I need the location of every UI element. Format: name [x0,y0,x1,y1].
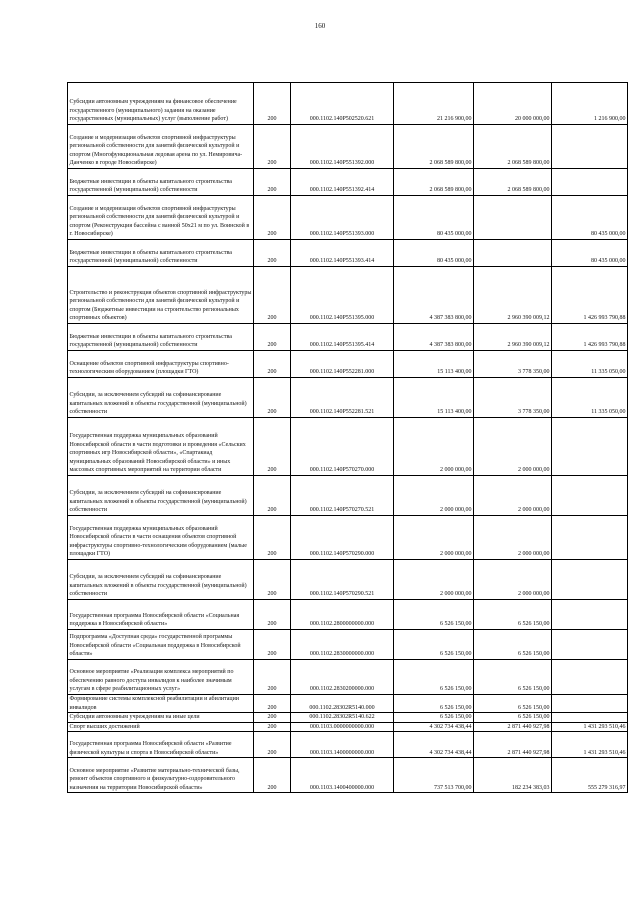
row-description: Основное мероприятие «Развитие материально-технической базы, ремонт объектов спортивного и физкультурно-оздоровительного назначения на территории Новосибирской области» [68,758,254,793]
row-classification-code: 000.1102.140P551393.414 [291,240,394,267]
row-code: 200 [254,476,291,516]
row-description: Бюджетные инвестиции в объекты капитального строительства государственной (муниципальной) собственности [68,240,254,267]
row-amount-total: 4 302 734 438,44 [394,722,474,732]
table-row [68,732,628,758]
row-amount-column-2 [552,476,628,516]
table-row [68,351,628,378]
row-description: Государственная поддержка муниципальных образований Новосибирской области в части оснащения объектов спортивной инфраструктуры спортивно-технологическим оборудованием (малые площадки ГТО) [68,516,254,560]
row-code: 200 [254,351,291,378]
table-row [68,324,628,351]
row-amount-column-1: 3 778 350,00 [474,351,552,378]
row-description: Государственная программа Новосибирской области «Развитие физической культуры и спорта в Новосибирской области» [68,732,254,758]
row-amount-column-2 [552,660,628,695]
row-code: 200 [254,196,291,240]
row-amount-column-1: 2 871 440 927,98 [474,722,552,732]
row-amount-column-1: 20 000 000,00 [474,83,552,125]
table-row [68,600,628,630]
table-row [68,630,628,660]
row-amount-column-2: 1 431 293 510,46 [552,732,628,758]
row-amount-column-1: 2 000 000,00 [474,516,552,560]
budget-table-body [68,83,628,793]
row-amount-column-1: 6 526 150,00 [474,630,552,660]
row-classification-code: 000.1102.140P570290.000 [291,516,394,560]
row-code: 200 [254,695,291,713]
row-amount-column-1: 2 960 390 009,12 [474,267,552,324]
table-row [68,83,628,125]
row-amount-column-1: 6 526 150,00 [474,600,552,630]
row-amount-column-2: 80 435 000,00 [552,196,628,240]
row-amount-column-2 [552,516,628,560]
table-row [68,378,628,418]
row-description: Субсидии, за исключением субсидий на софинансирование капитальных вложений в объекты государственной (муниципальной) собственности [68,378,254,418]
row-classification-code: 000.1102.2830200000.000 [291,660,394,695]
row-amount-column-1: 2 000 000,00 [474,560,552,600]
row-amount-total: 80 435 000,00 [394,196,474,240]
row-amount-total: 15 113 400,00 [394,351,474,378]
row-description: Строительство и реконструкция объектов спортивной инфраструктуры региональной собственности для занятий физической культурой и спортом (Бюджетные инвестиции на строительство региональных спортивных объектов) [68,267,254,324]
row-code: 200 [254,324,291,351]
row-description: Бюджетные инвестиции в объекты капитального строительства государственной (муниципальной) собственности [68,169,254,196]
table-row [68,267,628,324]
row-code: 200 [254,169,291,196]
row-amount-column-1: 2 000 000,00 [474,476,552,516]
row-classification-code: 000.1102.28302R5140.000 [291,695,394,713]
row-description: Бюджетные инвестиции в объекты капитального строительства государственной (муниципальной) собственности [68,324,254,351]
row-description: Субсидии, за исключением субсидий на софинансирование капитальных вложений в объекты государственной (муниципальной) собственности [68,476,254,516]
row-code: 200 [254,722,291,732]
row-description: Субсидии автономным учреждениям на финансовое обеспечение государственного (муниципального) задания на оказание государственных (муниципальных) услуг (выполнение работ) [68,83,254,125]
row-classification-code: 000.1102.140P551392.000 [291,125,394,169]
row-amount-column-1: 2 871 440 927,98 [474,732,552,758]
row-description: Субсидии, за исключением субсидий на софинансирование капитальных вложений в объекты государственной (муниципальной) собственности [68,560,254,600]
row-amount-total: 4 387 383 800,00 [394,267,474,324]
row-classification-code: 000.1102.140P570270.521 [291,476,394,516]
row-amount-column-2 [552,125,628,169]
row-code: 200 [254,418,291,476]
table-row [68,125,628,169]
row-amount-column-1 [474,196,552,240]
table-row [68,418,628,476]
row-amount-total: 6 526 150,00 [394,695,474,713]
table-row [68,758,628,793]
row-description: Государственная поддержка муниципальных образований Новосибирской области в части подготовки и проведения «Сельских спортивных игр Новосибирской области», «Спартакиад муниципальных образований Новосибирской области» и иных массовых спортивных мероприятий на территории области [68,418,254,476]
row-amount-column-2: 11 335 050,00 [552,351,628,378]
row-amount-total: 2 000 000,00 [394,516,474,560]
row-amount-total: 4 387 383 800,00 [394,324,474,351]
row-amount-column-1: 182 234 383,03 [474,758,552,793]
row-amount-total: 2 000 000,00 [394,418,474,476]
table-row [68,476,628,516]
row-description: Основное мероприятие «Реализация комплекса мероприятий по обеспечению равного доступа инвалидов к наиболее значимым услугам в сфере реабилитационных услуг» [68,660,254,695]
row-amount-column-1: 6 526 150,00 [474,660,552,695]
table-row [68,240,628,267]
row-amount-column-2 [552,630,628,660]
row-amount-column-2 [552,418,628,476]
row-classification-code: 000.1103.1400400000.000 [291,758,394,793]
row-amount-total: 2 068 589 800,00 [394,125,474,169]
row-amount-column-2 [552,695,628,713]
table-row [68,713,628,723]
row-amount-column-2 [552,713,628,723]
row-amount-total: 21 216 900,00 [394,83,474,125]
row-description: Субсидии автономным учреждениям на иные цели [68,713,254,723]
row-amount-column-1: 2 068 589 800,00 [474,169,552,196]
row-classification-code: 000.1102.2800000000.000 [291,600,394,630]
row-classification-code: 000.1102.140P551395.000 [291,267,394,324]
row-description: Подпрограмма «Доступная среда» государственной программы Новосибирской области «Социальная поддержка в Новосибирской области» [68,630,254,660]
page-number: 160 [314,22,326,30]
row-amount-column-1: 2 000 000,00 [474,418,552,476]
row-amount-total: 4 302 734 438,44 [394,732,474,758]
table-row [68,169,628,196]
row-code: 200 [254,267,291,324]
row-code: 200 [254,240,291,267]
row-amount-column-1: 2 068 589 800,00 [474,125,552,169]
row-amount-total: 2 000 000,00 [394,476,474,516]
row-classification-code: 000.1102.140P551393.000 [291,196,394,240]
row-amount-column-2 [552,169,628,196]
row-amount-total: 2 068 589 800,00 [394,169,474,196]
row-classification-code: 000.1102.140P570290.521 [291,560,394,600]
row-description: Создание и модернизация объектов спортивной инфраструктуры региональной собственности для занятий физической культурой и спортом (Многофункциональная ледовая арена по ул. Немировича-Данченко в городе Новосибирске) [68,125,254,169]
row-classification-code: 000.1103.1400000000.000 [291,732,394,758]
row-classification-code: 000.1102.140P552281.000 [291,351,394,378]
row-classification-code: 000.1102.28302R5140.622 [291,713,394,723]
table-row [68,660,628,695]
row-description: Оснащение объектов спортивной инфраструктуры спортивно-технологическим оборудованием (площадки ГТО) [68,351,254,378]
budget-table [67,82,628,793]
table-row [68,695,628,713]
row-code: 200 [254,560,291,600]
row-amount-column-2: 80 435 000,00 [552,240,628,267]
row-code: 200 [254,378,291,418]
table-row [68,196,628,240]
row-classification-code: 000.1102.140P551395.414 [291,324,394,351]
row-amount-column-2 [552,600,628,630]
row-amount-total: 6 526 150,00 [394,713,474,723]
row-description: Формирование системы комплексной реабилитации и абилитации инвалидов [68,695,254,713]
row-classification-code: 000.1102.140P551392.414 [291,169,394,196]
row-amount-total: 15 113 400,00 [394,378,474,418]
row-description: Государственная программа Новосибирской области «Социальная поддержка в Новосибирской области» [68,600,254,630]
row-amount-total: 6 526 150,00 [394,600,474,630]
row-code: 200 [254,600,291,630]
row-amount-column-2: 555 279 316,97 [552,758,628,793]
row-code: 200 [254,125,291,169]
table-row [68,560,628,600]
row-code: 200 [254,732,291,758]
row-description: Спорт высших достижений [68,722,254,732]
row-amount-column-1 [474,240,552,267]
row-amount-column-1: 2 960 390 009,12 [474,324,552,351]
row-code: 200 [254,758,291,793]
row-amount-column-1: 3 778 350,00 [474,378,552,418]
row-code: 200 [254,516,291,560]
row-amount-column-2: 11 335 050,00 [552,378,628,418]
row-classification-code: 000.1102.140P552281.521 [291,378,394,418]
row-amount-total: 6 526 150,00 [394,660,474,695]
row-amount-total: 80 435 000,00 [394,240,474,267]
row-code: 200 [254,660,291,695]
row-amount-column-2: 1 216 900,00 [552,83,628,125]
row-code: 200 [254,713,291,723]
row-amount-column-1: 6 526 150,00 [474,695,552,713]
row-code: 200 [254,83,291,125]
row-classification-code: 000.1102.140P502520.621 [291,83,394,125]
row-amount-column-2 [552,560,628,600]
row-classification-code: 000.1102.2830000000.000 [291,630,394,660]
row-classification-code: 000.1103.0000000000.000 [291,722,394,732]
row-code: 200 [254,630,291,660]
row-amount-column-2: 1 426 993 790,88 [552,324,628,351]
row-amount-column-2: 1 426 993 790,88 [552,267,628,324]
table-row [68,516,628,560]
row-description: Создание и модернизация объектов спортивной инфраструктуры региональной собственности для занятий физической культурой и спортом (Реконструкция бассейна с ванной 50х21 м по ул. Воинской в г. Новосибирске) [68,196,254,240]
table-row [68,722,628,732]
row-amount-total: 737 513 700,00 [394,758,474,793]
row-amount-column-1: 6 526 150,00 [474,713,552,723]
row-amount-total: 2 000 000,00 [394,560,474,600]
row-amount-total: 6 526 150,00 [394,630,474,660]
row-amount-column-2: 1 431 293 510,46 [552,722,628,732]
row-classification-code: 000.1102.140P570270.000 [291,418,394,476]
